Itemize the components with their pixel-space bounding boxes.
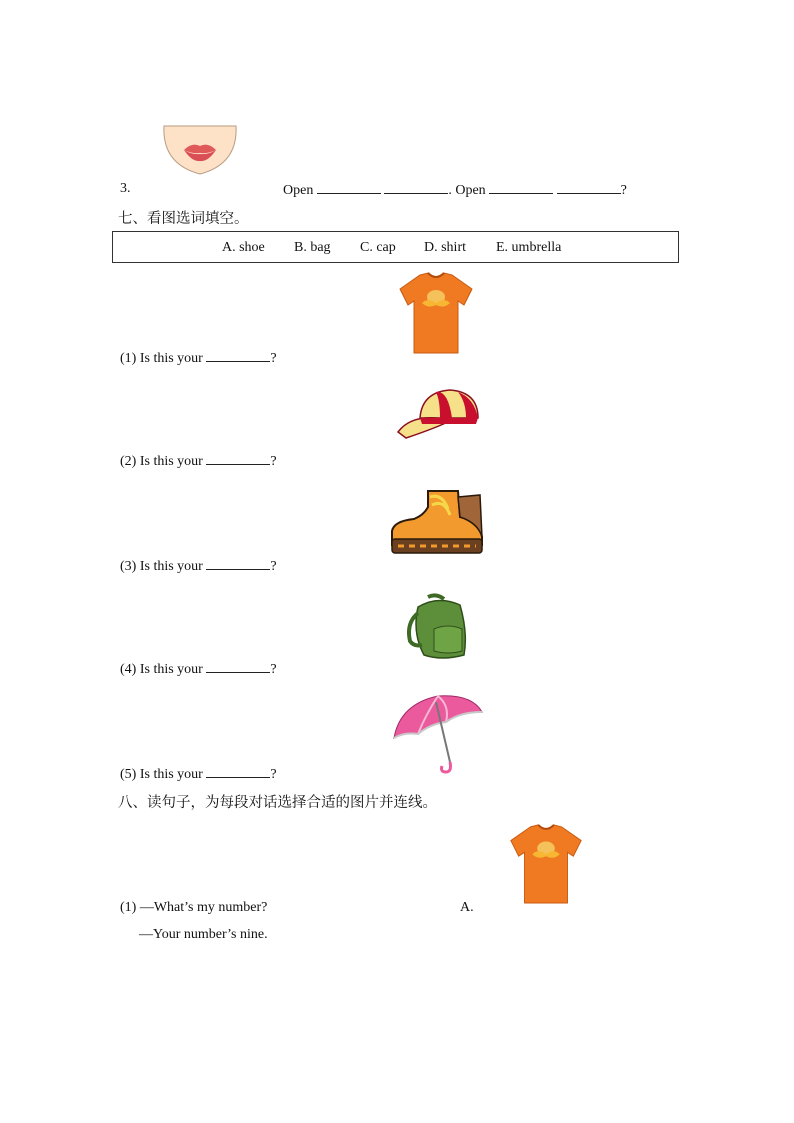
period: . <box>448 183 452 198</box>
open-sentence <box>283 181 627 199</box>
question-5 <box>120 765 277 783</box>
question-3-number: (3) <box>120 559 137 574</box>
question-4 <box>120 660 277 678</box>
question-1-text: Is this your <box>139 351 203 366</box>
answer-blank[interactable] <box>206 660 270 673</box>
shirt-icon <box>508 823 584 905</box>
dialog-1-line-1: (1) —What’s my number? <box>120 900 268 915</box>
boot-icon <box>388 487 486 557</box>
question-3-text: Is this your <box>139 559 203 574</box>
option-umbrella: E. umbrella <box>496 240 562 255</box>
question-mark: ? <box>270 351 277 366</box>
answer-blank[interactable] <box>557 181 621 194</box>
answer-blank[interactable] <box>206 557 270 570</box>
answer-blank[interactable] <box>206 765 270 778</box>
dialog-1-line-2: —Your number’s nine. <box>139 927 268 942</box>
question-1-number: (1) <box>120 351 137 366</box>
answer-blank[interactable] <box>206 349 270 362</box>
question-mark: ? <box>270 767 277 782</box>
section-7-title: 七、看图选词填空。 <box>118 211 249 227</box>
question-2-number: (2) <box>120 454 137 469</box>
question-4-number: (4) <box>120 662 137 677</box>
question-3 <box>120 557 277 575</box>
answer-blank[interactable] <box>489 181 553 194</box>
question-mark: ? <box>270 662 277 677</box>
answer-blank[interactable] <box>206 452 270 465</box>
question-5-text: Is this your <box>139 767 203 782</box>
question-mark: ? <box>620 183 627 198</box>
question-3-number: 3. <box>120 181 131 196</box>
option-shirt: D. shirt <box>424 240 466 255</box>
question-2 <box>120 452 277 470</box>
open-word-1: Open <box>283 183 314 198</box>
option-cap: C. cap <box>360 240 396 255</box>
option-shoe: A. shoe <box>222 240 265 255</box>
shirt-icon <box>398 271 474 355</box>
question-mark: ? <box>270 559 277 574</box>
question-2-text: Is this your <box>139 454 203 469</box>
question-5-number: (5) <box>120 767 137 782</box>
question-4-text: Is this your <box>139 662 203 677</box>
umbrella-icon <box>390 692 484 774</box>
choice-a-label: A. <box>460 900 474 915</box>
question-3-line <box>120 181 131 197</box>
lips-icon <box>160 124 240 176</box>
question-mark: ? <box>270 454 277 469</box>
option-bag: B. bag <box>294 240 331 255</box>
cap-icon <box>396 388 482 444</box>
question-1 <box>120 349 277 367</box>
answer-blank[interactable] <box>317 181 381 194</box>
open-word-2: Open <box>455 183 486 198</box>
section-8-title: 八、读句子，为每段对话选择合适的图片并连线。 <box>118 795 437 811</box>
backpack-icon <box>404 593 470 661</box>
word-options-box <box>112 231 679 263</box>
answer-blank[interactable] <box>384 181 448 194</box>
